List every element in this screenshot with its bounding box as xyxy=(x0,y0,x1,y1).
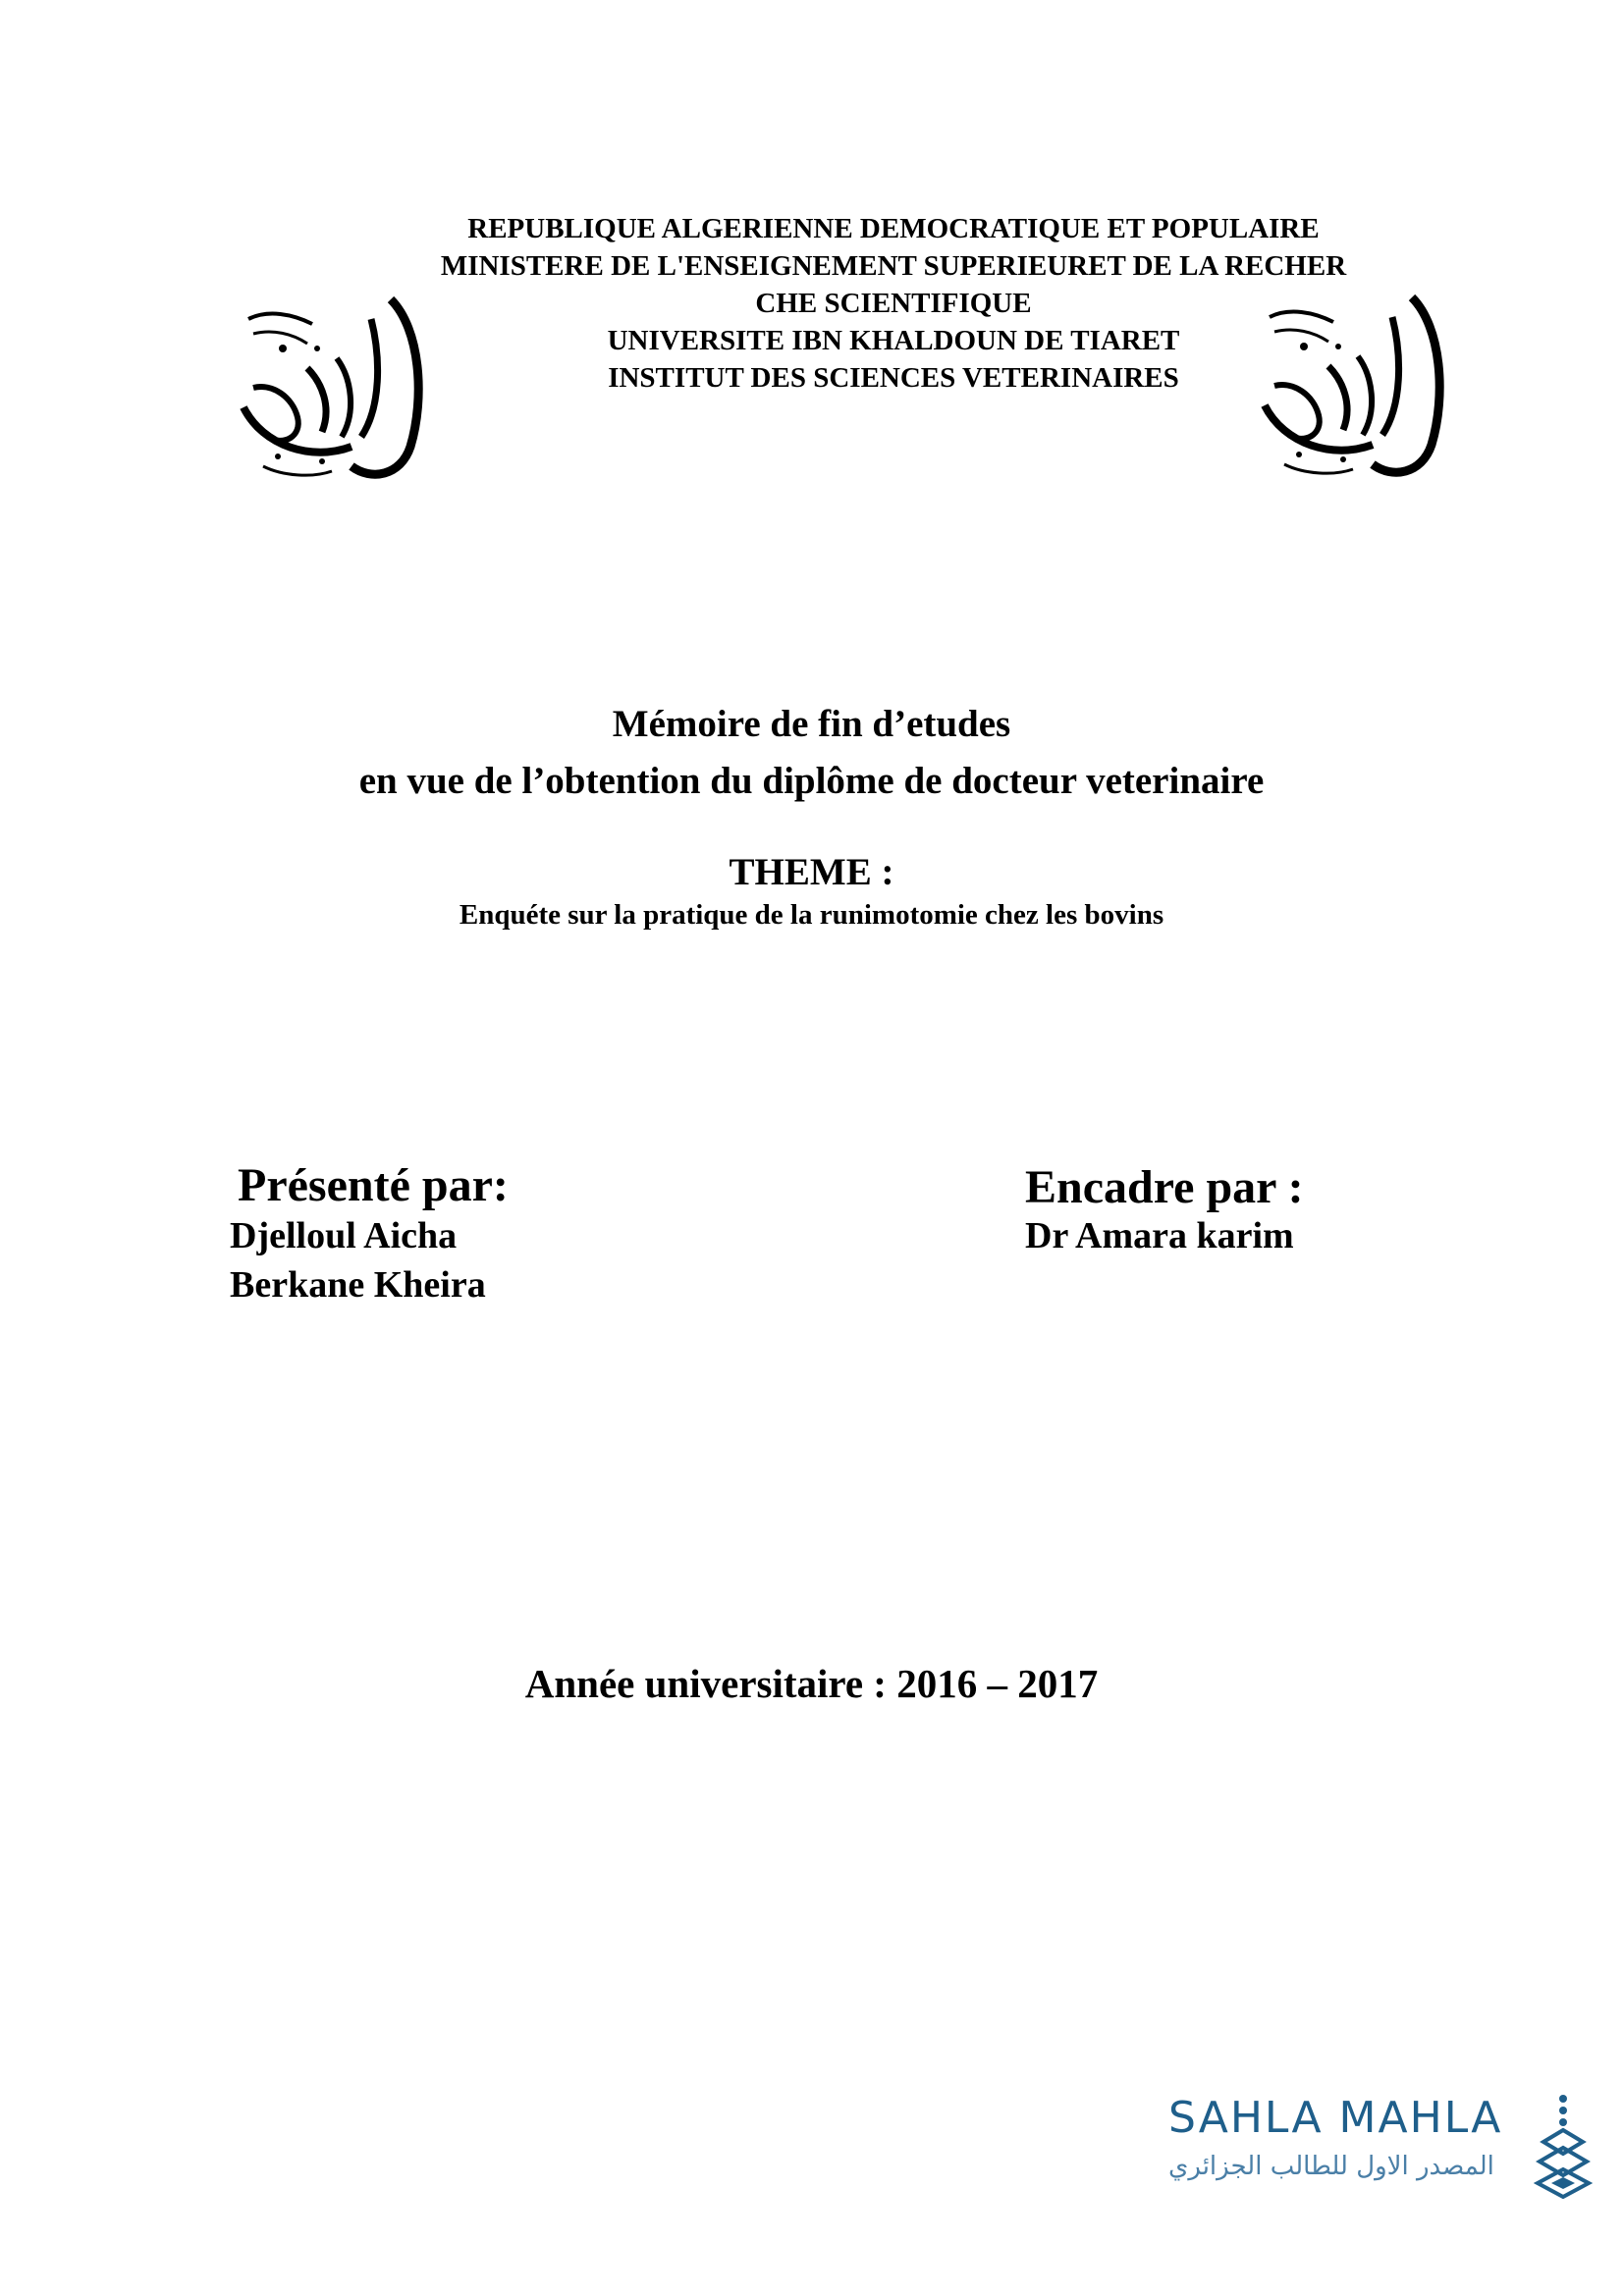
watermark-brand: SAHLA MAHLA xyxy=(1168,2093,1503,2143)
header-line-republic: REPUBLIQUE ALGERIENNE DEMOCRATIQUE ET POPULAIRE xyxy=(467,213,1320,244)
supervised-by-label: Encadre par : xyxy=(1025,1161,1304,1213)
sahla-mahla-emblem-icon xyxy=(1534,2093,1593,2211)
memoire-title: Mémoire de fin d’etudes xyxy=(612,703,1011,745)
university-logo-left xyxy=(224,290,430,486)
header-line-institute: INSTITUT DES SCIENCES VETERINAIRES xyxy=(608,362,1179,394)
academic-year: Année universitaire : 2016 – 2017 xyxy=(524,1661,1099,1706)
header-line-university: UNIVERSITE IBN KHALDOUN DE TIARET xyxy=(607,325,1180,356)
supervisor-name: Dr Amara karim xyxy=(1025,1215,1294,1256)
calligraphy-logo-icon xyxy=(1245,288,1451,484)
theme-label: THEME : xyxy=(729,851,894,893)
watermark-tagline: المصدر الاول للطالب الجزائري xyxy=(1168,2152,1494,2181)
memoire-subtitle: en vue de l’obtention du diplôme de docteur veterinaire xyxy=(358,760,1265,802)
university-logo-right xyxy=(1245,288,1451,484)
student-name: Berkane Kheira xyxy=(230,1264,486,1306)
header-line-ministry: MINISTERE DE L'ENSEIGNEMENT SUPERIEURET DE LA RECHER xyxy=(440,250,1347,282)
header-line-ministry-cont: CHE SCIENTIFIQUE xyxy=(755,288,1032,319)
calligraphy-logo-icon xyxy=(224,290,430,486)
presented-by-label: Présenté par: xyxy=(238,1159,509,1211)
institution-header xyxy=(393,210,1394,397)
theme-text: Enquéte sur la pratique de la runimotomie chez les bovins xyxy=(459,899,1164,931)
student-name: Djelloul Aicha xyxy=(230,1215,458,1256)
sahla-mahla-watermark xyxy=(1168,2093,1591,2211)
